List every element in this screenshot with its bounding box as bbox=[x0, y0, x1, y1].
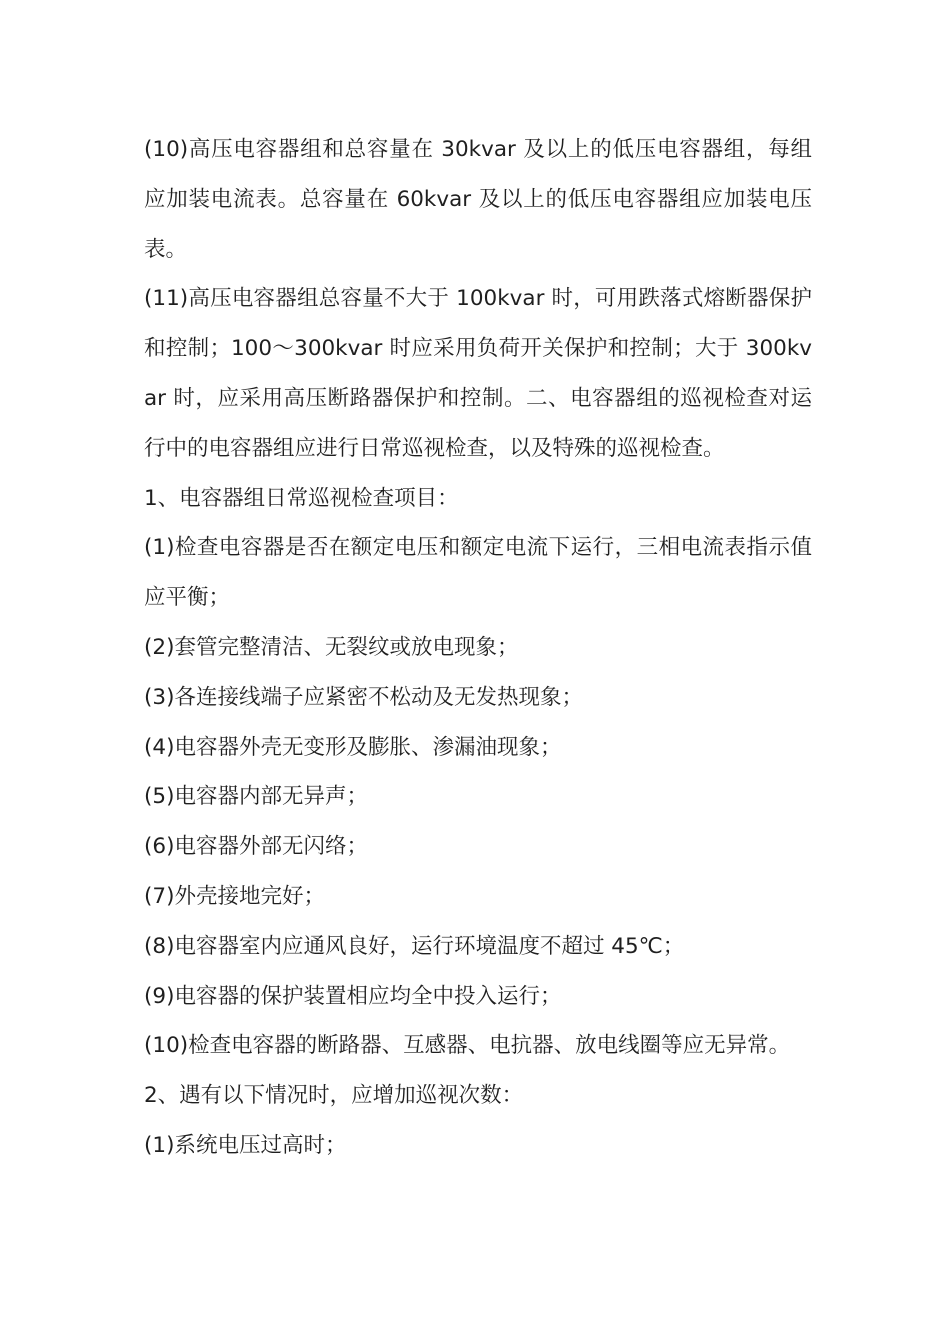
list-item: (1)检查电容器是否在额定电压和额定电流下运行，三相电流表指示值应平衡； bbox=[144, 535, 812, 611]
heading-daily-inspection: 1、电容器组日常巡视检查项目： bbox=[144, 485, 459, 511]
document-body bbox=[144, 125, 812, 1171]
list-item: (6)电容器外部无闪络； bbox=[144, 834, 368, 860]
list-item: (3)各连接线端子应紧密不松动及无发热现象； bbox=[144, 684, 583, 710]
paragraph-capacitor-meters: (10)高压电容器组和总容量在 30kvar 及以上的低压电容器组，每组应加装电流表。总容量在 60kvar 及以上的低压电容器组应加装电压表。 bbox=[144, 137, 812, 262]
list-item: (5)电容器内部无异声； bbox=[144, 784, 368, 810]
paragraph-capacitor-protection: (11)高压电容器组总容量不大于 100kvar 时，可用跌落式熔断器保护和控制；100～300kvar 时应采用负荷开关保护和控制；大于 300kvar 时，应采用高压断路器保护和控制。二、电容器组的巡视检查对运行中的电容器组应进行日常巡视检查，以及特殊的巡视检查。 bbox=[144, 286, 812, 461]
heading-increased-inspection: 2、遇有以下情况时，应增加巡视次数： bbox=[144, 1083, 524, 1109]
list-item: (1)系统电压过高时； bbox=[144, 1132, 347, 1158]
list-item: (9)电容器的保护装置相应均全中投入运行； bbox=[144, 983, 562, 1009]
list-item: (10)检查电容器的断路器、互感器、电抗器、放电线圈等应无异常。 bbox=[144, 1033, 791, 1059]
list-item: (2)套管完整清洁、无裂纹或放电现象； bbox=[144, 634, 519, 660]
list-item: (7)外壳接地完好； bbox=[144, 883, 325, 909]
list-item: (4)电容器外壳无变形及膨胀、渗漏油现象； bbox=[144, 734, 562, 760]
list-item: (8)电容器室内应通风良好，运行环境温度不超过 45℃； bbox=[144, 933, 685, 959]
